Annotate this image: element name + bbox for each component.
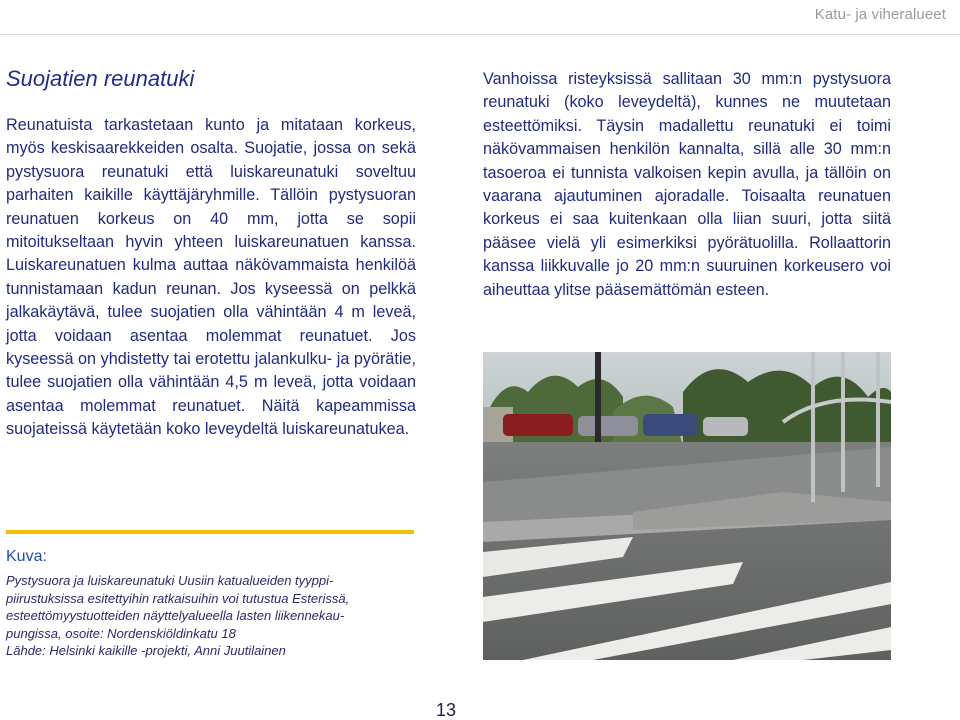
caption-label: Kuva: [6, 548, 47, 565]
caption-line: Lähde: Helsinki kaikille -projekti, Anni Juutilainen [6, 643, 286, 659]
caption-text [6, 572, 416, 660]
caption-accent-rule [6, 530, 414, 534]
section-title: Suojatien reunatuki [6, 66, 195, 91]
page-number: 13 [436, 700, 457, 720]
caption-line: piirustuksissa esitettyihin ratkaisuihin voi tutustua Esterissä, [6, 590, 350, 606]
caption-line: Pystysuora ja luiskareunatuki Uusiin katualueiden tyyppi- [6, 573, 334, 588]
curb-photo [483, 352, 891, 660]
header-divider [0, 34, 960, 35]
right-body-text: Vanhoissa risteyksissä sallitaan 30 mm:n pystysuora reunatuki (koko leveydeltä), kunnes ne muutetaan esteettömiksi. Täysin madallettu reunatuki ei toimi näkövammaisen henkilön kannalta, sillä alle 30 mm:n tasoeroa ei tunnista valkoisen kepin avulla, ja tällöin on vaarana ajautuminen ajoradalle. Toisaalta reunatuen korkeus ei saa kuitenkaan olla liian suuri, jotta siitä pääsee vielä yli esimerkiksi pyörätuolilla. Rollaattorin kanssa liikkuvalle jo 20 mm:n suuruinen korkeusero voi aiheuttaa ylitse pääsemättömän esteen. [483, 70, 891, 299]
caption-line: esteettömyystuotteiden näyttelyalueella lasten liikennekau- [6, 608, 345, 624]
right-column [483, 68, 891, 302]
running-header: Katu- ja viheralueet [814, 6, 946, 23]
caption-line: pungissa, osoite: Nordenskiöldinkatu 18 [6, 625, 236, 641]
left-body-text: Reunatuista tarkastetaan kunto ja mitataan korkeus, myös keskisaarekkeiden osalta. Suojatie, jossa on sekä pystysuora reunatuki että luiskareunatuki soveltuu parhaiten kaikille käyttäjäryhmille. Tällöin pystysuoran reunatuen korkeus on 40 mm, jotta se sopii mitoitukseltaan hyvin yhteen luiskareunatuen kanssa. Luiskareunatuen kulma auttaa näkövammaista henkilöä tunnistamaan kadun reunan. Jos kyseessä on pelkkä jalkakäytävä, tulee suojatien olla vähintään 4 m leveä, jotta voidaan asentaa molemmat reunatuet. Jos kyseessä on yhdistetty tai erotettu jalankulku- ja pyörätie, tulee suojatien olla vähintään 4,5 m leveä, jotta voidaan asentaa molemmat reunatuet. Näitä kapeammissa suojateissä käytetään koko leveydeltä luiskareunatukea. [6, 116, 416, 439]
left-column [6, 114, 416, 442]
